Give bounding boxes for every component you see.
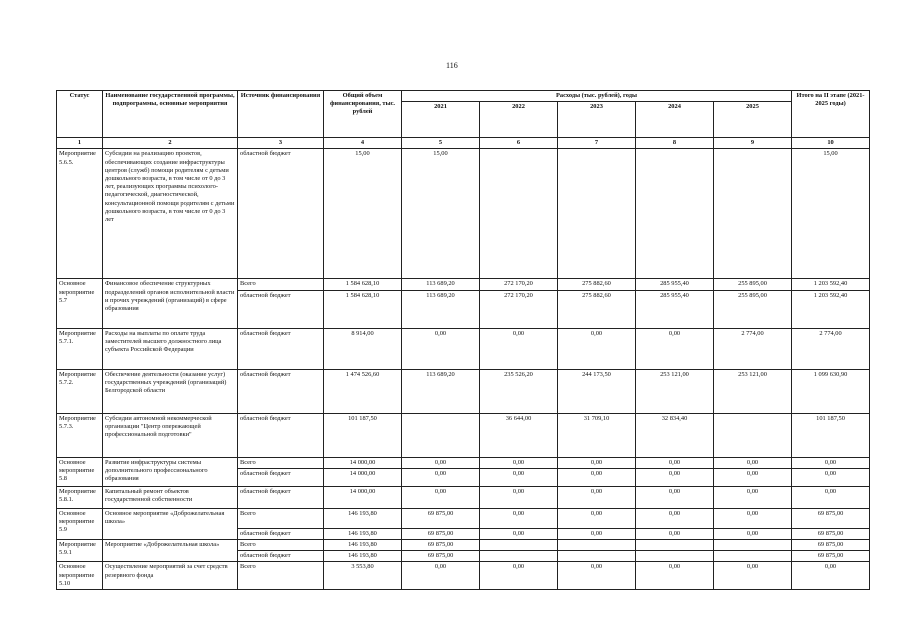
- header-year: 2025: [714, 102, 792, 138]
- row-2025: 0,00: [714, 508, 792, 528]
- row-2021: 69 875,00: [402, 508, 480, 528]
- row-2024: 285 955,40: [636, 279, 714, 290]
- row-itogo: 1 203 592,40: [792, 290, 870, 328]
- row-status: Основное мероприятие 5.7: [57, 279, 103, 328]
- header-year: 2022: [480, 102, 558, 138]
- row-source: Всего: [238, 562, 324, 590]
- row-total: 3 553,80: [324, 562, 402, 590]
- row-source: Всего: [238, 457, 324, 468]
- row-2025: 2 774,00: [714, 328, 792, 369]
- table-row: [57, 457, 870, 468]
- row-name: Мероприятие «Доброжелательная школа»: [103, 539, 238, 561]
- row-itogo: 0,00: [792, 486, 870, 508]
- column-number: 4: [324, 138, 402, 149]
- row-status: Мероприятие 5.9.1: [57, 539, 103, 561]
- row-2022: 0,00: [480, 486, 558, 508]
- row-2023: 0,00: [558, 457, 636, 468]
- row-2021: 113 689,20: [402, 369, 480, 413]
- row-2022: 0,00: [480, 508, 558, 528]
- row-name: Капитальный ремонт объектов государственной собственности: [103, 486, 238, 508]
- row-source: областной бюджет: [238, 468, 324, 486]
- header-itogo: Итого на II этапе (2021-2025 годы): [792, 91, 870, 138]
- row-source: областной бюджет: [238, 528, 324, 539]
- row-itogo: 0,00: [792, 457, 870, 468]
- row-2021: 0,00: [402, 468, 480, 486]
- row-source: областной бюджет: [238, 369, 324, 413]
- row-total: 14 000,00: [324, 468, 402, 486]
- row-status: Основное мероприятие 5.8: [57, 457, 103, 486]
- row-2022: 0,00: [480, 528, 558, 539]
- row-itogo: 0,00: [792, 468, 870, 486]
- table-row: [57, 413, 870, 457]
- row-2023: [558, 149, 636, 279]
- row-itogo: 69 875,00: [792, 528, 870, 539]
- table-row: [57, 369, 870, 413]
- row-total: 146 193,80: [324, 539, 402, 550]
- row-2021: 0,00: [402, 328, 480, 369]
- row-2022: 0,00: [480, 328, 558, 369]
- row-2022: 0,00: [480, 457, 558, 468]
- row-2025: 0,00: [714, 457, 792, 468]
- row-2022: 0,00: [480, 562, 558, 590]
- row-2025: 0,00: [714, 528, 792, 539]
- page-number: 116: [446, 61, 458, 70]
- row-total: 14 000,00: [324, 486, 402, 508]
- header-year: 2021: [402, 102, 480, 138]
- row-source: областной бюджет: [238, 149, 324, 279]
- row-status: Мероприятие 5.7.1.: [57, 328, 103, 369]
- row-total: 15,00: [324, 149, 402, 279]
- row-itogo: 15,00: [792, 149, 870, 279]
- table-row: [57, 539, 870, 550]
- row-2024: [636, 149, 714, 279]
- row-2023: [558, 539, 636, 550]
- row-2021: 113 689,20: [402, 290, 480, 328]
- row-2024: [636, 551, 714, 562]
- row-2023: 275 882,60: [558, 290, 636, 328]
- row-name: Обеспечение деятельности (оказание услуг) государственных учреждений (организаций) Белгородской области: [103, 369, 238, 413]
- row-status: Мероприятие 5.7.3.: [57, 413, 103, 457]
- header-expenses: Расходы (тыс. рублей), годы: [402, 91, 792, 102]
- column-number: 5: [402, 138, 480, 149]
- table-row: [57, 279, 870, 290]
- table-row: [57, 149, 870, 279]
- header-source: Источник финансирования: [238, 91, 324, 138]
- row-2021: [402, 413, 480, 457]
- row-2023: 0,00: [558, 508, 636, 528]
- column-number: 8: [636, 138, 714, 149]
- row-2022: 272 170,20: [480, 290, 558, 328]
- row-2025: 0,00: [714, 468, 792, 486]
- row-source: областной бюджет: [238, 486, 324, 508]
- header-status: Статус: [57, 91, 103, 138]
- row-status: Мероприятие 5.7.2.: [57, 369, 103, 413]
- row-2024: 0,00: [636, 528, 714, 539]
- row-2023: [558, 551, 636, 562]
- row-2025: 253 121,00: [714, 369, 792, 413]
- table-row: [57, 562, 870, 590]
- row-total: 1 474 526,60: [324, 369, 402, 413]
- row-itogo: 1 203 592,40: [792, 279, 870, 290]
- column-number: 3: [238, 138, 324, 149]
- row-2024: 0,00: [636, 468, 714, 486]
- row-status: Мероприятие 5.8.1.: [57, 486, 103, 508]
- row-2022: 235 526,20: [480, 369, 558, 413]
- row-2025: [714, 413, 792, 457]
- row-source: областной бюджет: [238, 290, 324, 328]
- row-2024: 0,00: [636, 457, 714, 468]
- row-2023: 0,00: [558, 562, 636, 590]
- row-2023: 275 882,60: [558, 279, 636, 290]
- row-2025: 0,00: [714, 486, 792, 508]
- row-2024: 285 955,40: [636, 290, 714, 328]
- table-row: [57, 508, 870, 528]
- row-2024: [636, 539, 714, 550]
- column-number: 7: [558, 138, 636, 149]
- row-source: областной бюджет: [238, 551, 324, 562]
- row-total: 146 193,80: [324, 551, 402, 562]
- row-name: Расходы на выплаты по оплате труда заместителей высшего должностного лица субъекта Российской Федерации: [103, 328, 238, 369]
- header-name: Наименование государственной программы, подпрограммы, основные мероприятия: [103, 91, 238, 138]
- row-itogo: 2 774,00: [792, 328, 870, 369]
- column-number: 9: [714, 138, 792, 149]
- row-2024: 253 121,00: [636, 369, 714, 413]
- row-itogo: 69 875,00: [792, 539, 870, 550]
- budget-table: [56, 90, 870, 590]
- row-total: 1 584 628,10: [324, 279, 402, 290]
- row-2024: 0,00: [636, 508, 714, 528]
- column-number: 10: [792, 138, 870, 149]
- row-name: Основное мероприятие «Доброжелательная школа»: [103, 508, 238, 539]
- table-row: [57, 328, 870, 369]
- row-2025: [714, 551, 792, 562]
- row-2024: 0,00: [636, 486, 714, 508]
- row-2023: 244 173,50: [558, 369, 636, 413]
- row-name: Субсидии автономной некоммерческой организации "Центр опережающей профессиональной подготовки": [103, 413, 238, 457]
- row-2024: 0,00: [636, 562, 714, 590]
- column-number: 6: [480, 138, 558, 149]
- row-2021: 69 875,00: [402, 551, 480, 562]
- row-2022: [480, 149, 558, 279]
- row-itogo: 0,00: [792, 562, 870, 590]
- row-2024: 0,00: [636, 328, 714, 369]
- row-total: 8 914,00: [324, 328, 402, 369]
- row-total: 146 193,80: [324, 508, 402, 528]
- row-2025: [714, 149, 792, 279]
- row-2024: 32 834,40: [636, 413, 714, 457]
- row-total: 146 193,80: [324, 528, 402, 539]
- header-year: 2024: [636, 102, 714, 138]
- row-2021: 113 689,20: [402, 279, 480, 290]
- row-source: Всего: [238, 508, 324, 528]
- row-2022: [480, 539, 558, 550]
- table-row: [57, 486, 870, 508]
- row-name: Осуществление мероприятий за счет средств резервного фонда: [103, 562, 238, 590]
- row-2023: 0,00: [558, 486, 636, 508]
- row-2022: 272 170,20: [480, 279, 558, 290]
- row-itogo: 1 099 630,90: [792, 369, 870, 413]
- row-2021: 69 875,00: [402, 539, 480, 550]
- row-status: Основное мероприятие 5.10: [57, 562, 103, 590]
- row-total: 1 584 628,10: [324, 290, 402, 328]
- row-total: 14 000,00: [324, 457, 402, 468]
- row-2025: 255 895,00: [714, 279, 792, 290]
- row-2021: 0,00: [402, 457, 480, 468]
- row-source: областной бюджет: [238, 328, 324, 369]
- column-number: 1: [57, 138, 103, 149]
- row-2022: 36 644,00: [480, 413, 558, 457]
- header-year: 2023: [558, 102, 636, 138]
- row-2023: 0,00: [558, 468, 636, 486]
- row-total: 101 187,50: [324, 413, 402, 457]
- row-itogo: 101 187,50: [792, 413, 870, 457]
- row-2025: [714, 539, 792, 550]
- row-source: Всего: [238, 279, 324, 290]
- header-total: Общий объем финансирования, тыс. рублей: [324, 91, 402, 138]
- row-2023: 31 709,10: [558, 413, 636, 457]
- row-source: Всего: [238, 539, 324, 550]
- row-2025: 0,00: [714, 562, 792, 590]
- row-source: областной бюджет: [238, 413, 324, 457]
- row-2021: 15,00: [402, 149, 480, 279]
- row-name: Субсидии на реализацию проектов, обеспечивающих создание инфраструктуры центров (служб) помощи родителям с детьми дошкольного возраста, в том числе от 0 до 3 лет, реализующих программы психолого-педагогической, диагностической, консультационной помощи родителям с детьми дошкольного возраста, в том числе от 0 до 3 лет: [103, 149, 238, 279]
- row-2021: 0,00: [402, 486, 480, 508]
- row-name: Развитие инфраструктуры системы дополнительного профессионального образования: [103, 457, 238, 486]
- row-2021: 0,00: [402, 562, 480, 590]
- row-2025: 255 895,00: [714, 290, 792, 328]
- row-2022: 0,00: [480, 468, 558, 486]
- row-name: Финансовое обеспечение структурных подразделений органов исполнительной власти и прочих учреждений (организаций) в сфере образования: [103, 279, 238, 328]
- column-number: 2: [103, 138, 238, 149]
- row-2023: 0,00: [558, 528, 636, 539]
- row-itogo: 69 875,00: [792, 551, 870, 562]
- row-2021: 69 875,00: [402, 528, 480, 539]
- row-2022: [480, 551, 558, 562]
- row-status: Мероприятие 5.6.5.: [57, 149, 103, 279]
- row-itogo: 69 875,00: [792, 508, 870, 528]
- row-status: Основное мероприятие 5.9: [57, 508, 103, 539]
- row-2023: 0,00: [558, 328, 636, 369]
